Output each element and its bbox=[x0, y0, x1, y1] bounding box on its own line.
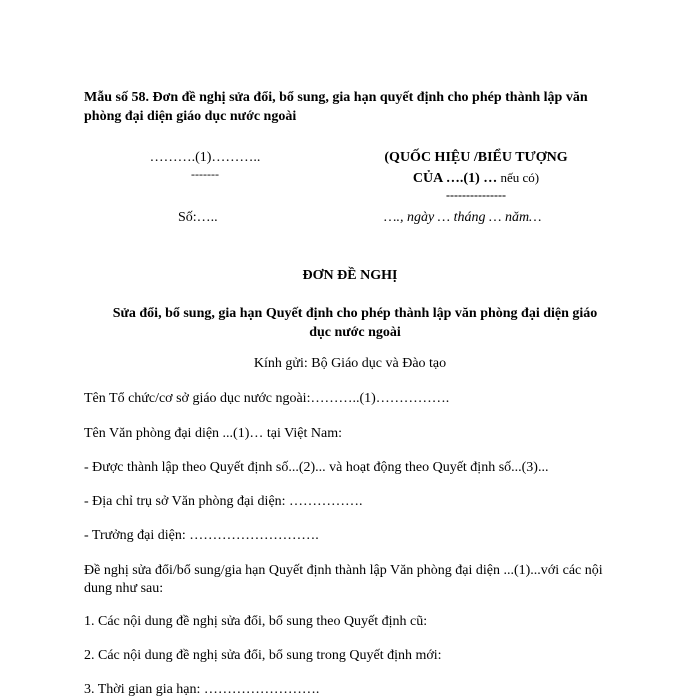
national-title-note: nếu có) bbox=[497, 170, 540, 185]
document-subject: Sửa đổi, bổ sung, gia hạn Quyết định cho phép thành lập văn phòng đại diện giáo dục nước ngoài bbox=[112, 306, 598, 340]
body-line-organization: Tên Tổ chức/cơ sở giáo dục nước ngoài:………..(1)……………. bbox=[84, 391, 450, 406]
right-divider: --------------- bbox=[446, 188, 506, 202]
body-line-office-name: Tên Văn phòng đại diện ...(1)… tại Việt Nam: bbox=[84, 426, 342, 441]
form-title bbox=[84, 88, 624, 126]
body-line-request: Đề nghị sửa đổi/bổ sung/gia hạn Quyết định thành lập Văn phòng đại diện ...(1)...với các nội dung như sau: bbox=[84, 563, 603, 596]
body-line-item-3: 3. Thời gian gia hạn: ……………………. bbox=[84, 682, 320, 697]
form-title-text: Đơn đề nghị sửa đổi, bổ sung, gia hạn quyết định cho phép thành lập văn phòng đại diện giáo dục nước ngoài bbox=[84, 90, 588, 124]
left-divider: ------- bbox=[191, 167, 219, 181]
form-number: Mẫu số 58. bbox=[84, 90, 149, 105]
organization-name: ……….(1)……….. bbox=[149, 150, 261, 165]
recipient-line: Kính gửi: Bộ Giáo dục và Đào tạo bbox=[253, 356, 447, 371]
document-heading: ĐƠN ĐỀ NGHỊ bbox=[302, 268, 398, 283]
national-title-line2-bold: CỦA ….(1) … bbox=[412, 171, 498, 186]
body-line-representative: - Trưởng đại diện: ………………………. bbox=[84, 528, 319, 543]
body-line-item-2: 2. Các nội dung đề nghị sửa đổi, bổ sung trong Quyết định mới: bbox=[84, 648, 442, 663]
national-emblem-block bbox=[356, 148, 596, 201]
body-line-address: - Địa chỉ trụ sở Văn phòng đại diện: ……………. bbox=[84, 494, 363, 509]
national-title-line2 bbox=[356, 168, 596, 189]
national-title-line1: (QUỐC HIỆU /BIỂU TƯỢNG bbox=[384, 150, 568, 165]
date-line: …., ngày … tháng … năm… bbox=[384, 210, 542, 225]
document-number: Số:….. bbox=[178, 210, 218, 225]
body-line-item-1: 1. Các nội dung đề nghị sửa đổi, bổ sung theo Quyết định cũ: bbox=[84, 614, 428, 629]
body-line-decision: - Được thành lập theo Quyết định số...(2)... và hoạt động theo Quyết định số...(3)... bbox=[84, 460, 549, 475]
issuing-organization-block bbox=[120, 148, 290, 180]
